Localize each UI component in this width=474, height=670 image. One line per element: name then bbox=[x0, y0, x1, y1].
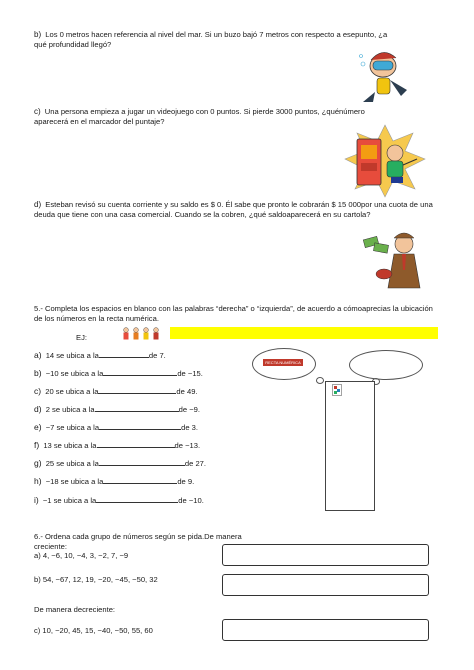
s5-item-e bbox=[34, 422, 198, 433]
number-line-sign: RECTA NUMÉRICA bbox=[263, 359, 303, 366]
s5-item-h-post: de 9. bbox=[177, 477, 195, 486]
section6-instruction: 6.- Ordena cada grupo de números según se pida.De manera creciente: bbox=[34, 532, 242, 551]
picture-frame bbox=[325, 381, 375, 511]
diver-illustration bbox=[355, 44, 415, 106]
s5-item-a-pre: 14 se ubica a la bbox=[45, 351, 99, 360]
s5-item-h-letter: h) bbox=[34, 476, 42, 486]
s5-item-d-letter: d) bbox=[34, 404, 42, 414]
s5-item-d-pre: 2 se ubica a la bbox=[45, 405, 95, 414]
s5-item-d-blank[interactable] bbox=[95, 404, 179, 412]
problem-b-letter: b) bbox=[34, 30, 42, 39]
s5-item-e-post: de 3. bbox=[181, 423, 198, 432]
s5-item-a-post: de 7. bbox=[148, 351, 166, 360]
s5-item-c-letter: c) bbox=[34, 386, 42, 396]
s5-item-c-post: de 49. bbox=[176, 387, 198, 396]
problem-b-text: Los 0 metros hacen referencia al nivel del mar. Si un buzo bajó 7 metros con respecto a esepunto, ¿a qué profundidad llegó? bbox=[34, 30, 388, 49]
s5-item-a bbox=[34, 350, 166, 361]
s5-item-c bbox=[34, 386, 198, 397]
s5-item-i-pre: −1 se ubica a la bbox=[42, 496, 97, 505]
s5-item-f-post: de −13. bbox=[174, 441, 201, 450]
s5-item-b-post: de −15. bbox=[177, 369, 203, 378]
s5-item-g-post: de 27. bbox=[184, 459, 207, 468]
s5-item-f bbox=[34, 440, 200, 451]
example-highlight bbox=[170, 327, 438, 339]
s5-item-c-blank[interactable] bbox=[98, 386, 176, 394]
problem-d bbox=[34, 200, 439, 220]
problem-d-text: Esteban revisó su cuenta corriente y su saldo es $ 0. Él sabe que pronto le cobrarán $ 15 000por una cuota de una deuda que tiene con una casa comercial. Cuando se la cobren, ¿qué saldoaparecerá en su cartola? bbox=[34, 200, 433, 219]
s6-item-b-label: b) 54, −67, 12, 19, −20, −45, −50, 32 bbox=[34, 575, 158, 584]
s5-item-i-post: de −10. bbox=[178, 496, 204, 505]
s5-item-h bbox=[34, 476, 194, 487]
s5-item-b bbox=[34, 368, 203, 379]
s5-item-g-letter: g) bbox=[34, 458, 42, 468]
s5-item-g-pre: 25 se ubica a la bbox=[45, 459, 99, 468]
problem-c-letter: c) bbox=[34, 107, 41, 116]
people-pointing-icon bbox=[120, 327, 166, 341]
problem-b bbox=[34, 30, 389, 50]
s6-item-c-label: c) 10, −20, 45, 15, −40, −50, 55, 60 bbox=[34, 626, 153, 635]
problem-d-letter: d) bbox=[34, 200, 42, 209]
s6-item-a-answer-box[interactable] bbox=[222, 544, 429, 566]
example-label: EJ: bbox=[76, 333, 87, 342]
s6-item-c-answer-box[interactable] bbox=[222, 619, 429, 641]
s5-item-e-letter: e) bbox=[34, 422, 42, 432]
problem-c-text: Una persona empieza a jugar un videojuego con 0 puntos. Si pierde 3000 puntos, ¿quénúmero aparecerá en el marcador del puntaje? bbox=[34, 107, 365, 126]
s5-item-h-pre: −18 se ubica a la bbox=[45, 477, 104, 486]
s5-item-b-pre: −10 se ubica a la bbox=[45, 369, 104, 378]
s5-item-i bbox=[34, 495, 204, 506]
s5-item-c-pre: 20 se ubica a la bbox=[45, 387, 99, 396]
s6-item-a-label: a) 4, −6, 10, −4, 3, −2, 7, −9 bbox=[34, 551, 129, 560]
s5-item-e-pre: −7 se ubica a la bbox=[45, 423, 100, 432]
s5-item-a-letter: a) bbox=[34, 350, 42, 360]
videogame-illustration bbox=[343, 123, 427, 199]
problem-c bbox=[34, 107, 389, 127]
s5-item-g bbox=[34, 458, 206, 469]
s6-decreasing-label: De manera decreciente: bbox=[34, 605, 116, 614]
s5-item-h-blank[interactable] bbox=[103, 476, 177, 484]
s5-item-b-blank[interactable] bbox=[103, 368, 177, 376]
s5-item-i-blank[interactable] bbox=[96, 495, 178, 503]
s5-item-d bbox=[34, 404, 200, 415]
s5-item-f-blank[interactable] bbox=[97, 440, 175, 448]
money-man-illustration bbox=[360, 230, 430, 292]
s5-item-b-letter: b) bbox=[34, 368, 42, 378]
broken-image-icon bbox=[332, 384, 342, 396]
s5-item-d-post: de −9. bbox=[178, 405, 200, 414]
s5-item-a-blank[interactable] bbox=[99, 350, 149, 358]
cloud-bubble-left bbox=[316, 377, 324, 384]
s6-item-b-answer-box[interactable] bbox=[222, 574, 429, 596]
section5-instruction: 5.- Completa los espacios en blanco con las palabras “derecha” o “izquierda”, de acuerdo a cómoaprecias la ubicación de los números en la recta numérica. bbox=[34, 304, 433, 323]
s5-item-i-letter: i) bbox=[34, 495, 39, 505]
cloud-right bbox=[349, 350, 423, 380]
s5-item-f-letter: f) bbox=[34, 440, 40, 450]
s5-item-e-blank[interactable] bbox=[99, 422, 181, 430]
s5-item-f-pre: 13 se ubica a la bbox=[43, 441, 97, 450]
s5-item-g-blank[interactable] bbox=[99, 458, 185, 466]
